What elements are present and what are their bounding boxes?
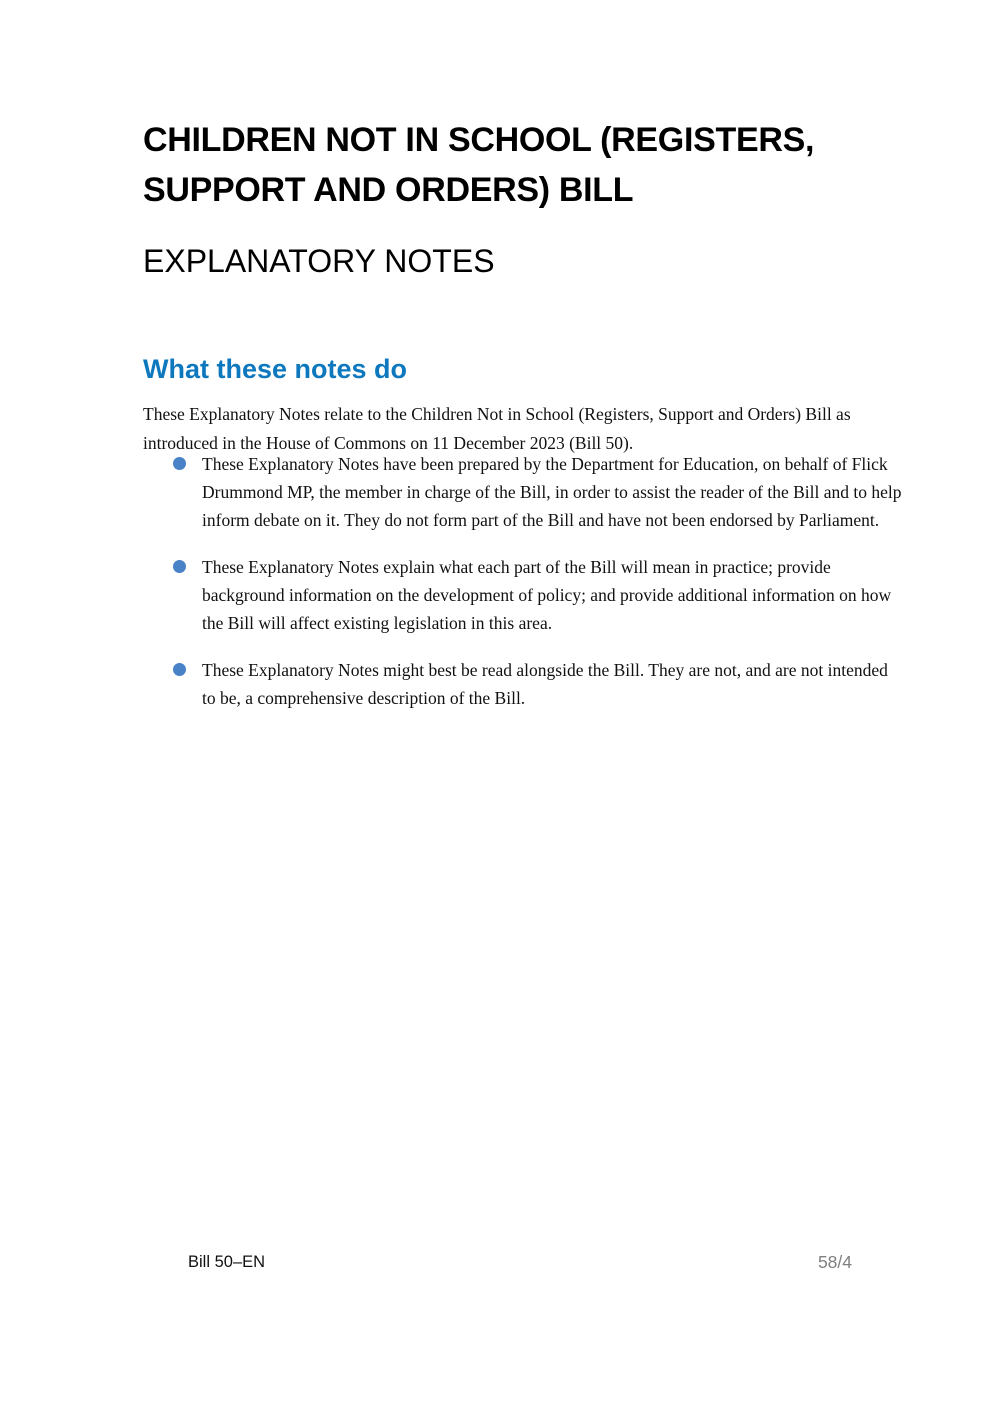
- section-heading: What these notes do: [143, 354, 408, 384]
- bullet-item: [143, 450, 903, 534]
- bullet-dot-icon: [173, 457, 186, 470]
- bill-title: CHILDREN NOT IN SCHOOL (REGISTERS, SUPPORT AND ORDERS) BILL: [143, 120, 815, 209]
- bullet-dot-icon: [173, 663, 186, 676]
- footer-bill-number: Bill 50–EN: [188, 1253, 266, 1271]
- bullet-item: [143, 553, 903, 637]
- bullet-text: These Explanatory Notes have been prepared by the Department for Education, on behalf of Flick Drummond MP, the member in charge of the Bill, in order to assist the reader of the Bill and to help inform debate on it. They do not form part of the Bill and have not been endorsed by Parliament.: [202, 454, 902, 530]
- bullet-item: [143, 656, 903, 712]
- bullet-text: These Explanatory Notes explain what each part of the Bill will mean in practice; provide background information on the development of policy; and provide additional information on how the Bill will affect existing legislation in this area.: [202, 557, 892, 633]
- bullet-list: [143, 450, 903, 731]
- bullet-dot-icon: [173, 560, 186, 573]
- bullet-text: These Explanatory Notes might best be read alongside the Bill. They are not, and are not intended to be, a comprehensive description of the Bill.: [202, 660, 888, 708]
- bill-subtitle: EXPLANATORY NOTES: [143, 242, 495, 279]
- footer-page-number: 58/4: [817, 1252, 852, 1272]
- intro-paragraph: These Explanatory Notes relate to the Children Not in School (Registers, Support and Orders) Bill as introduced in the House of Commons on 11 December 2023 (Bill 50).: [143, 403, 851, 453]
